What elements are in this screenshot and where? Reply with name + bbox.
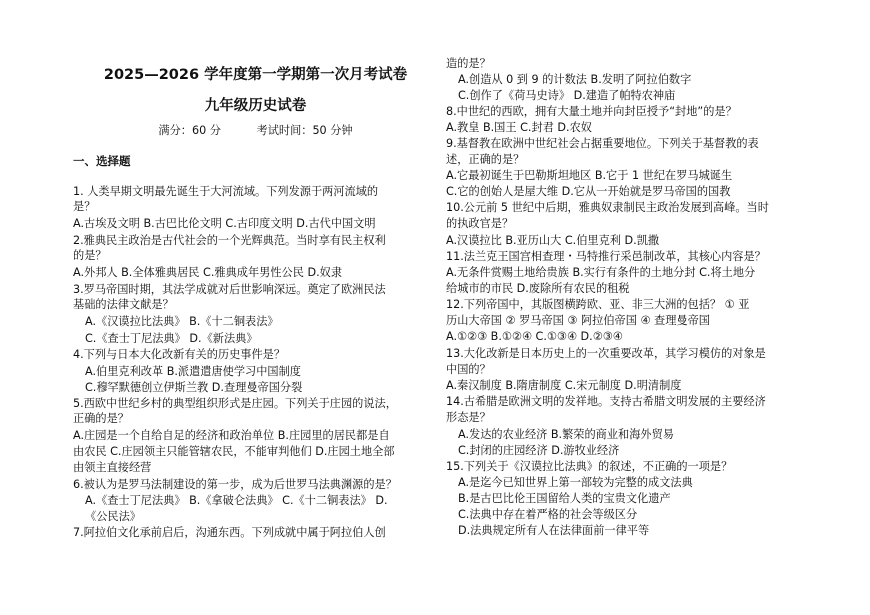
question-line: 3.罗马帝国时期，其法学成就对后世影响深远。奠定了欧洲民法 (73, 283, 386, 296)
question-line: 基础的法律文献是？ (73, 298, 174, 311)
question-line: 5.西欧中世纪乡村的典型组织形式是庄园。下列关于庄园的说法， (73, 397, 397, 410)
option-line: A.教皇 B.国王 C.封君 D.农奴 (446, 121, 592, 134)
option-line: A.①②③ B.①②④ C.①③④ D.②③④ (446, 330, 623, 343)
option-line: C.《查士丁尼法典》 D.《新法典》 (85, 332, 258, 345)
question-line: 13.大化改新是日本历史上的一次重要改革，其学习模仿的对象是 (446, 347, 766, 360)
question-line: 的是？ (73, 249, 107, 262)
option-line: C.法典中存在着严格的社会等级区分 (458, 508, 638, 521)
question-line: 11.法兰克王国宫相查理・马特推行采邑制改革，其核心内容是？ (446, 250, 766, 263)
question-line: 4.下列与日本大化改新有关的历史事件是？ (73, 348, 286, 361)
question-line: 1. 人类早期文明最先诞生于大河流域。下列发源于两河流域的 (73, 185, 379, 198)
score-label: 满分：60 分 (158, 124, 221, 137)
question-line: 中国的？ (446, 363, 491, 376)
option-line: A.古埃及文明 B.古巴比伦文明 C.古印度文明 D.古代中国文明 (73, 217, 376, 230)
option-line: 由领主直接经营 (73, 461, 152, 474)
option-line: A.无条件赏赐土地给贵族 B.实行有条件的土地分封 C.将土地分 (446, 266, 756, 279)
question-line: 15.下列关于《汉谟拉比法典》的叙述，不正确的一项是？ (446, 460, 733, 473)
question-line: 述，正确的是？ (446, 153, 525, 166)
option-line: A.秦汉制度 B.隋唐制度 C.宋元制度 D.明清制度 (446, 379, 682, 392)
option-line: A.发达的农业经济 B.繁荣的商业和海外贸易 (458, 428, 674, 441)
option-line: 由农民 C.庄园领主只能管辖农民，不能审判他们 D.庄园土地全部 (73, 445, 395, 458)
option-line: B.是古巴比伦王国留给人类的宝贵文化遗产 (458, 492, 671, 505)
question-line: 2.雅典民主政治是古代社会的一个光辉典范。当时享有民主权利 (73, 234, 386, 247)
option-line: A.它最初诞生于巴勒斯坦地区 B.它于 1 世纪在罗马城诞生 (446, 169, 733, 182)
question-line: 8.中世纪的西欧，拥有大量土地并向封臣授予“封地”的是？ (446, 105, 737, 118)
section-heading: 一、选择题 (73, 154, 131, 168)
option-line: 《公民法》 (85, 510, 141, 523)
time-label: 考试时间：50 分钟 (256, 124, 353, 137)
question-line: 6.被认为是罗马法制建设的第一步，成为后世罗马法典渊源的是？ (73, 478, 397, 491)
option-line: C.封闭的庄园经济 D.游牧业经济 (458, 444, 620, 457)
exam-title: 2025—2026 学年度第一学期第一次月考试卷 (103, 67, 408, 83)
exam-subtitle: 九年级历史试卷 (204, 98, 307, 114)
option-line: A.《汉谟拉比法典》 B.《十二铜表法》 (85, 315, 279, 328)
question-line: 12.下列帝国中，其版图横跨欧、亚、非三大洲的包括？ ① 亚 (446, 298, 750, 311)
option-line: C.它的创始人是屋大维 D.它从一开始就是罗马帝国的国教 (446, 185, 731, 198)
question-line: 10.公元前 5 世纪中后期，雅典奴隶制民主政治发展到高峰。当时 (446, 201, 769, 214)
option-line: A.是迄今已知世界上第一部较为完整的成文法典 (458, 476, 693, 489)
question-line: 14.古希腊是欧洲文明的发祥地。支持古希腊文明发展的主要经济 (446, 395, 766, 408)
option-line: D.法典规定所有人在法律面前一律平等 (458, 524, 650, 537)
question-line: 正确的是？ (73, 412, 129, 425)
option-line: A.《查士丁尼法典》 B.《拿破仑法典》 C.《十二铜表法》 D. (85, 494, 388, 507)
question-line: 造的是？ (446, 57, 491, 70)
question-line: 7.阿拉伯文化承前启后，沟通东西。下列成就中属于阿拉伯人创 (73, 526, 386, 539)
option-line: C.穆罕默德创立伊斯兰教 D.查理曼帝国分裂 (85, 381, 303, 394)
option-line: 给城市的市民 D.废除所有农民的租税 (446, 282, 630, 295)
question-line: 的执政官是？ (446, 217, 514, 230)
exam-meta (73, 122, 438, 138)
option-line: A.外邦人 B.全体雅典居民 C.雅典成年男性公民 D.奴隶 (73, 266, 343, 279)
question-line: 形态是？ (446, 411, 491, 424)
question-line: 9.基督教在欧洲中世纪社会占据重要地位。下列关于基督教的表 (446, 137, 759, 150)
question-line: 历山大帝国 ② 罗马帝国 ③ 阿拉伯帝国 ④ 查理曼帝国 (446, 314, 710, 327)
option-line: A.庄园是一个自给自足的经济和政治单位 B.庄园里的居民都是自 (73, 429, 390, 442)
option-line: A.创造从 0 到 9 的计数法 B.发明了阿拉伯数字 (458, 73, 692, 86)
option-line: A.伯里克利改革 B.派遣遣唐使学习中国制度 (85, 365, 301, 378)
question-line: 是？ (73, 200, 96, 213)
option-line: A.汉谟拉比 B.亚历山大 C.伯里克利 D.凯撒 (446, 234, 660, 247)
option-line: C.创作了《荷马史诗》 D.建造了帕特农神庙 (458, 89, 676, 102)
